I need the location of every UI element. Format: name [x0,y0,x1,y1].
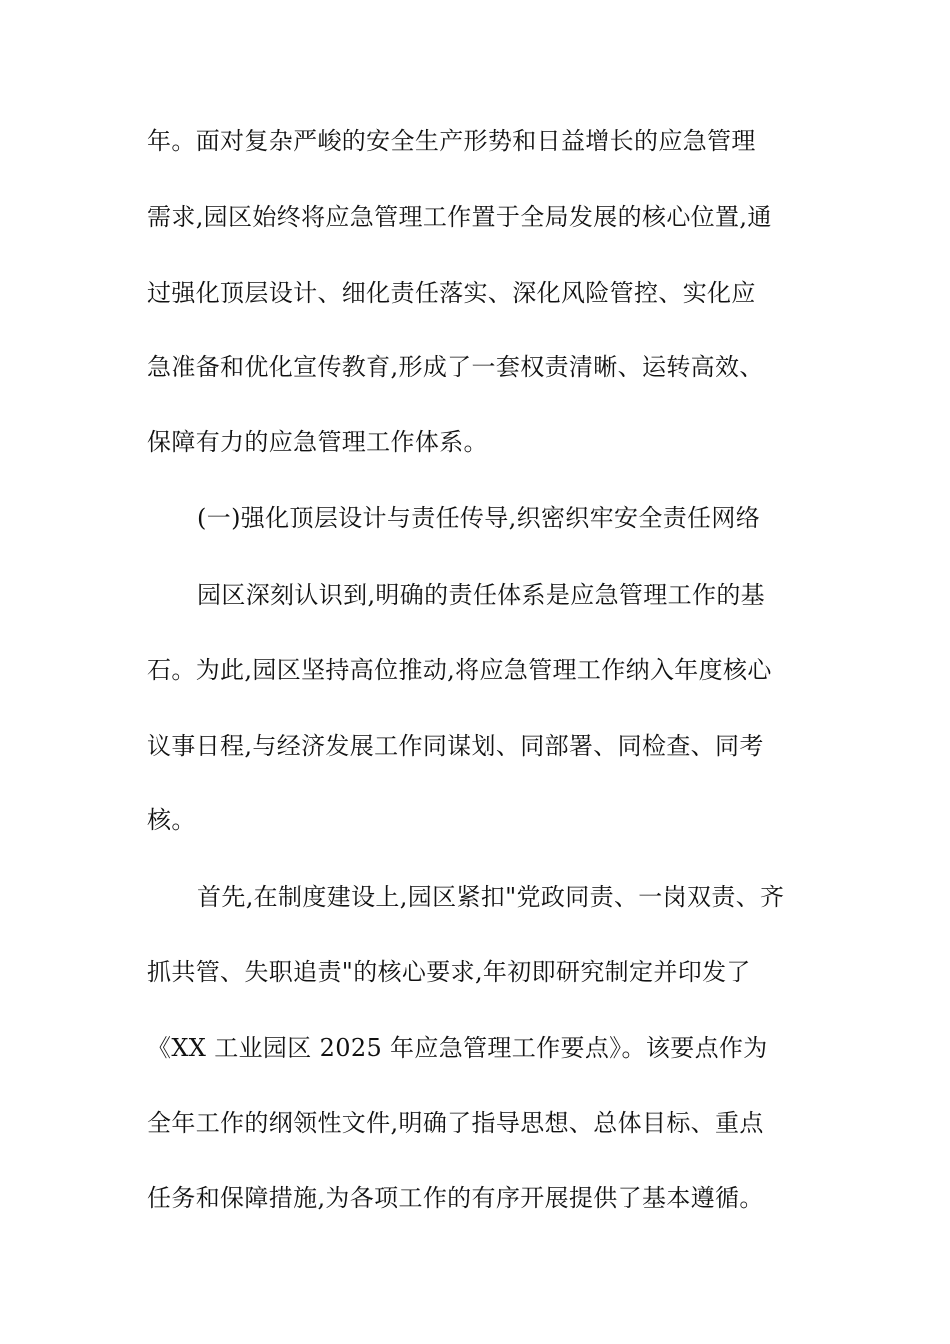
body-text-line: 全年工作的纲领性文件,明确了指导思想、总体目标、重点 [147,1109,764,1137]
body-text-line: 《XX 工业园区 2025 年应急管理工作要点》。该要点作为 [147,1034,768,1062]
body-text-line: 园区深刻认识到,明确的责任体系是应急管理工作的基 [197,581,766,609]
body-text-line: 抓共管、失职追责"的核心要求,年初即研究制定并印发了 [147,958,751,986]
body-text-line: 保障有力的应急管理工作体系。 [147,428,488,456]
body-text-line: 过强化顶层设计、细化责任落实、深化风险管控、实化应 [147,279,756,307]
section-heading: (一)强化顶层设计与责任传导,织密织牢安全责任网络 [197,504,761,532]
body-text-line: 石。为此,园区坚持高位推动,将应急管理工作纳入年度核心 [147,656,772,684]
body-text-line: 年。面对复杂严峻的安全生产形势和日益增长的应急管理 [147,127,756,155]
body-text-line: 急准备和优化宣传教育,形成了一套权责清晰、运转高效、 [147,353,764,381]
body-text-line: 任务和保障措施,为各项工作的有序开展提供了基本遵循。 [147,1184,764,1212]
body-text-line: 核。 [147,806,196,834]
body-text-line: 议事日程,与经济发展工作同谋划、同部署、同检查、同考 [147,732,764,760]
body-text-line: 首先,在制度建设上,园区紧扣"党政同责、一岗双责、齐 [197,883,785,911]
body-text-line: 需求,园区始终将应急管理工作置于全局发展的核心位置,通 [147,203,772,231]
